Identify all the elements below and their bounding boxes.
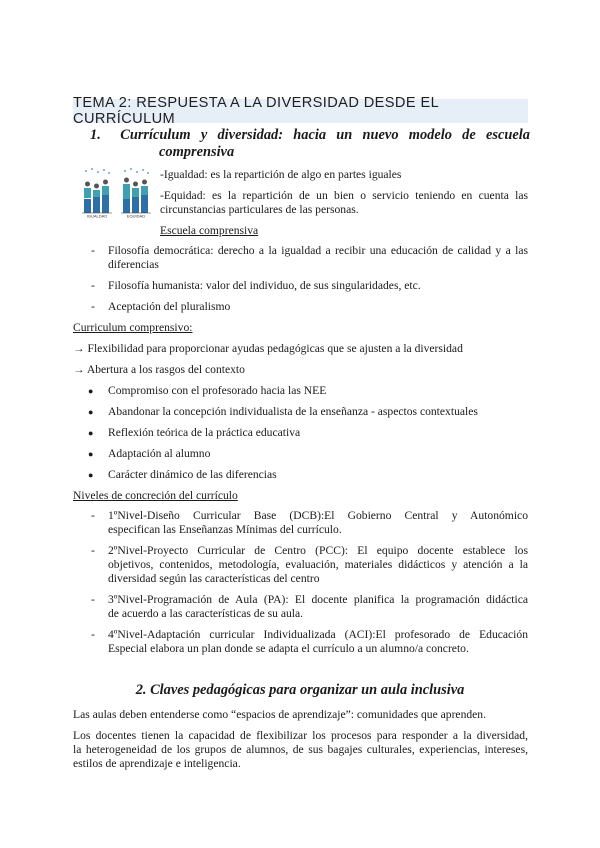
section1-heading-word: escuela [485,127,530,143]
bullet-marker: ● [88,449,94,459]
nivel-2-line1: 2ºNivel-Proyecto Curricular de Centro (PCC): El equipo docente establece los [108,544,528,557]
bullet-marker: ● [88,386,94,396]
curriculum-comprensivo-heading: Curriculum comprensivo: [73,321,193,334]
bullet-marker: ● [88,428,94,438]
section1-heading-word: de [462,127,476,143]
niveles-heading: Niveles de concreción del currículo [73,489,238,502]
section1-heading-word: hacia [293,127,327,143]
section1-heading-word: y [200,127,208,143]
nivel-3-line2: de acuerdo a las características de su aula. [108,607,304,620]
bullet-item-4: Adaptación al alumno [108,447,211,460]
section2-paragraph-1: Las aulas deben entenderse como “espacios de aprendizaje”: comunidades que aprenden. [73,708,487,721]
arrow-point-2: → Abertura a los rasgos del contexto [73,363,245,376]
definition-equidad-line2: circunstancias particulares de las personas. [160,203,359,216]
nivel-4-line1: 4ºNivel-Adaptación curricular Individualizada (ACI):El profesorado de Educación [108,628,528,641]
nivel-1-line2: especifican las Enseñanzas Mínimas del currículo. [108,523,342,536]
dash-marker: - [91,628,95,641]
section1-heading [90,127,530,161]
section2-paragraph-2-line1: Los docentes tienen la capacidad de flexibilizar los procesos para responder a la diversidad, [73,729,528,742]
dash-marker: - [91,544,95,557]
escuela-item-1-line1: Filosofía democrática: derecho a la igualdad a recibir una educación de calidad y a las [108,244,528,257]
section2-paragraph-2-line2: la heterogeneidad de los grupos de alumnos, de sus bagajes culturales, experiencias, intereses, [73,743,528,756]
nivel-2-line2: objetivos, contenidos, metodología, evaluación, materiales didácticos y atención a la [108,558,528,571]
section1-heading-word: nuevo [362,127,399,143]
bullet-item-5: Carácter dinámico de las diferencias [108,468,277,481]
section2-paragraph-2-line3: estilos de aprendizaje e inteligencia. [73,757,241,770]
escuela-item-2: Filosofía humanista: valor del individuo, de sus singularidades, etc. [108,279,421,292]
nivel-2-line3: diversidad según las características del centro [108,572,320,585]
figure-label-igualdad: IGUALDAD [86,213,108,218]
figure-label-equidad: EQUIDAD [126,213,146,218]
section1-number: 1. [90,127,101,143]
section1-heading-line2: comprensiva [159,144,235,160]
bullet-item-1: Compromiso con el profesorado hacia las NEE [108,384,327,397]
nivel-4-line2: Especial elabora un plan donde se adapta el currículo a un alumno/a concreto. [108,642,469,655]
section2-heading: 2. Claves pedagógicas para organizar un aula inclusiva [135,682,465,698]
section1-heading-word: Currículum [120,127,191,143]
escuela-item-3: Aceptación del pluralismo [108,300,231,313]
dash-marker: - [91,509,95,522]
escuela-item-1-line2: diferencias [108,258,159,271]
arrow-point-1: → Flexibilidad para proporcionar ayudas pedagógicas que se ajusten a la diversidad [73,342,463,355]
section1-heading-word: diversidad: [217,127,284,143]
bullet-marker: ● [88,470,94,480]
section1-heading-word: modelo [408,127,452,143]
definition-igualdad: -Igualdad: es la repartición de algo en partes iguales [160,168,402,181]
bullet-marker: ● [88,407,94,417]
page-title: TEMA 2: RESPUESTA A LA DIVERSIDAD DESDE EL CURRÍCULUM [73,99,528,123]
dash-marker: - [91,244,95,257]
equality-equity-illustration [80,166,152,218]
escuela-comprensiva-heading: Escuela comprensiva [160,224,259,237]
nivel-1-line1: 1ºNivel-Diseño Curricular Base (DCB):El Gobierno Central y Autonómico [108,509,528,522]
dash-marker: - [91,593,95,606]
bullet-item-3: Reflexión teórica de la práctica educativa [108,426,301,439]
nivel-3-line1: 3ºNivel-Programación de Aula (PA): El docente planifica la programación didáctica [108,593,528,606]
bullet-item-2: Abandonar la concepción individualista de la enseñanza - aspectos contextuales [108,405,478,418]
definition-equidad-line1: -Equidad: es la repartición de un bien o servicio teniendo en cuenta las [160,189,528,202]
dash-marker: - [91,300,95,313]
section1-heading-word: un [336,127,353,143]
dash-marker: - [91,279,95,292]
